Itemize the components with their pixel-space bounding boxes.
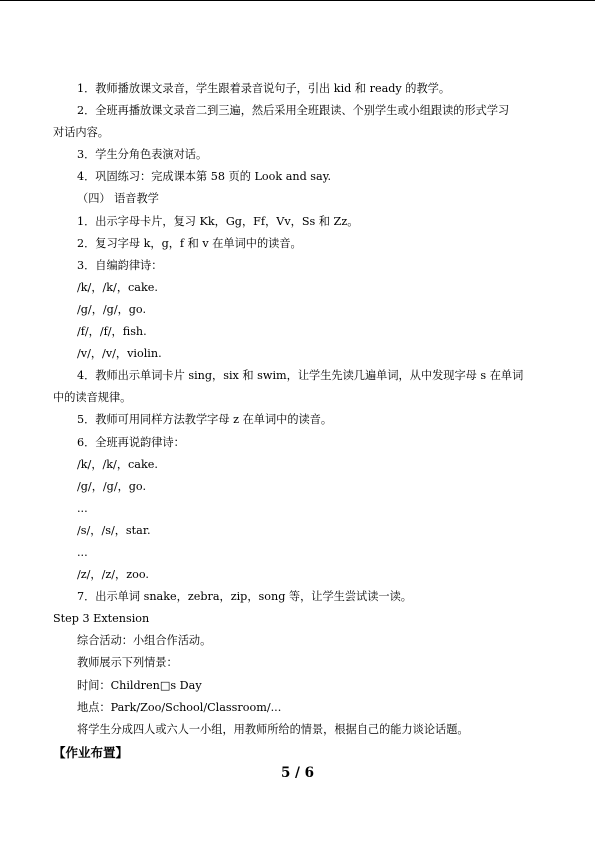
step-heading: Step 3 Extension — [53, 612, 150, 626]
top-border-line — [0, 0, 595, 1]
text-line: 综合活动：小组合作活动。 — [77, 634, 212, 648]
text-line: 中的读音规律。 — [53, 391, 132, 405]
text-line: 6．全班再说韵律诗： — [77, 435, 185, 449]
ellipsis-line: ... — [77, 545, 88, 559]
text-line: 时间：Children□s Day — [77, 678, 202, 692]
section-heading: （四） 语音教学 — [77, 192, 159, 206]
ellipsis-line: ... — [77, 501, 88, 515]
page-number: 5 / 6 — [280, 765, 315, 781]
text-line: 2．复习字母 k，g，f 和 v 在单词中的读音。 — [77, 236, 302, 250]
text-line: 4．巩固练习：完成课本第 58 页的 Look and say. — [77, 170, 332, 184]
rhyme-line: /g/，/g/，go. — [77, 479, 147, 493]
rhyme-line: /k/，/k/，cake. — [77, 280, 158, 294]
rhyme-line: /z/，/z/，zoo. — [77, 568, 149, 582]
rhyme-line: /v/，/v/，violin. — [77, 347, 162, 361]
text-line: 1．出示字母卡片，复习 Kk，Gg，Ff，Vv，Ss 和 Zz。 — [77, 214, 359, 228]
text-line: 5．教师可用同样方法教学字母 z 在单词中的读音。 — [77, 413, 333, 427]
text-line: 3．学生分角色表演对话。 — [77, 148, 208, 162]
homework-heading: 【作业布置】 — [53, 744, 129, 760]
text-line: 4．教师出示单词卡片 sing，six 和 swim，让学生先读几遍单词，从中发现字母 s 在单词 — [77, 369, 524, 383]
document-body — [53, 78, 543, 764]
text-line: 3．自编韵律诗： — [77, 258, 163, 272]
text-line: 对话内容。 — [53, 126, 109, 140]
text-line: 1．教师播放课文录音，学生跟着录音说句子，引出 kid 和 ready 的教学。 — [77, 82, 451, 95]
rhyme-line: /k/，/k/，cake. — [77, 457, 158, 471]
rhyme-line: /f/，/f/，fish. — [77, 325, 147, 339]
text-line: 2．全班再播放课文录音二到三遍，然后采用全班跟读、个别学生或小组跟读的形式学习 — [77, 104, 510, 118]
rhyme-line: /s/，/s/，star. — [77, 523, 151, 537]
text-line: 7．出示单词 snake，zebra，zip，song 等，让学生尝试读一读。 — [77, 590, 412, 604]
text-line: 将学生分成四人或六人一小组，用教师所给的情景，根据自己的能力谈论话题。 — [77, 722, 469, 736]
text-line: 教师展示下列情景： — [77, 656, 178, 670]
rhyme-line: /g/，/g/，go. — [77, 302, 147, 316]
text-line: 地点：Park/Zoo/School/Classroom/... — [77, 700, 282, 714]
